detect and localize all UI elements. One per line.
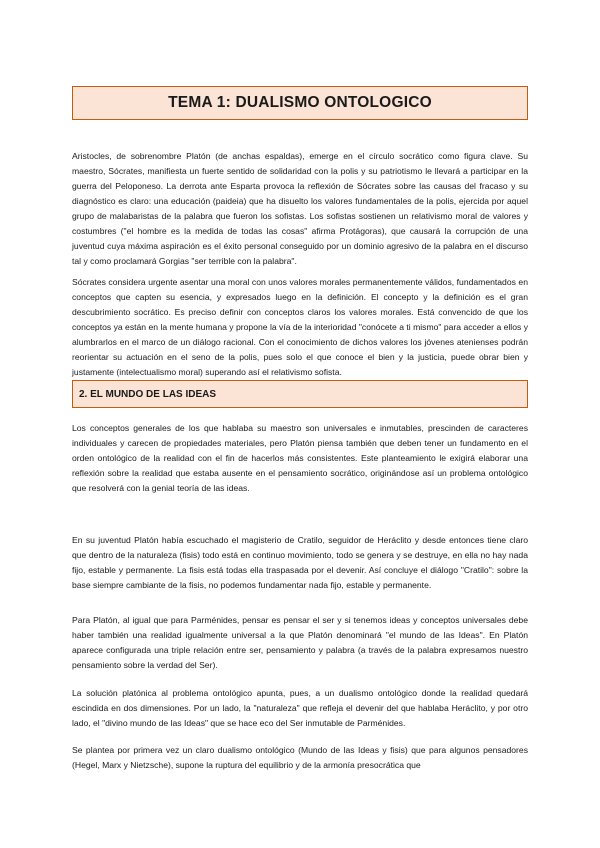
- paragraph-intro: Aristocles, de sobrenombre Platón (de anchas espaldas), emerge en el círculo socrático como figura clave. Su maestro, Sócrates, manifiesta un fuerte sentido de solidaridad con la polis y su patriotismo le llevará a participar en la guerra del Peloponeso. La derrota ante Esparta provoca la reflexión de Sócrates sobre las causas del fracaso y su diagnóstico es claro: una educación (paideia) que ha disuelto los valores fundamentales de la polis, ejercida por aquel grupo de malabaristas de la palabra que fueron los sofistas. Los sofistas sostienen un relativismo moral de valores y costumbres ("el hombre es la medida de todas las cosas" afirma Protágoras), que causará la corrupción de una juventud cuya máxima aspiración es el éxito personal conseguido por un dominio agresivo de la palabra en el discurso tal y como proclamará Gorgias "ser terrible con la palabra".: [72, 151, 528, 266]
- page-title: TEMA 1: DUALISMO ONTOLOGICO: [168, 94, 432, 111]
- paragraph-socrates: Sócrates considera urgente asentar una moral con unos valores morales permanentemente válidos, fundamentados en conceptos que capten su esencia, y expresados luego en la definición. El concepto y la definición es el gran descubrimiento socrático. Es preciso definir con conceptos claros los valores morales. Está convencido de que los conceptos ya están en la mente humana y propone la vía de la interioridad "conócete a ti mismo" para acceder a ellos y alumbrarlos en el marco de un diálogo racional. Con el conocimiento de dichos valores los jóvenes atenienses podrán reorientar su actuación en el seno de la polis, pues solo el que conoce el bien y la justicia, puede obrar bien y justamente (intelectualismo moral) superando así el relativismo sofista.: [72, 277, 528, 377]
- title-banner: [72, 86, 528, 120]
- paragraph-concepts: Los conceptos generales de los que hablaba su maestro son universales e inmutables, prescinden de caracteres individuales y carecen de propiedades materiales, pero Platón piensa también que deben tener un fundamento en el orden ontológico de la realidad con el fin de hacerlos más consistentes. Este planteamiento le exigirá elaborar una reflexión sobre la realidad que estaba ausente en el pensamiento socrático, originándose así un problema ontológico que resolverá con la genial teoría de las ideas.: [72, 423, 528, 493]
- paragraph-solution: La solución platónica al problema ontológico apunta, pues, a un dualismo ontológico donde la realidad quedará escindida en dos dimensiones. Por un lado, la "naturaleza" que refleja el devenir del que hablaba Heráclito, y por otro lado, el "divino mundo de las Ideas" que se hace eco del Ser inmutable de Parménides.: [72, 688, 528, 728]
- paragraph-dualism: Se plantea por primera vez un claro dualismo ontológico (Mundo de las Ideas y fisis) que para algunos pensadores (Hegel, Marx y Nietzsche), supone la ruptura del equilibrio y de la armonía presocrática que: [72, 745, 528, 770]
- paragraph-parmenides: Para Platón, al igual que para Parménides, pensar es pensar el ser y si tenemos ideas y conceptos universales debe haber también una realidad igualmente universal a la que Platón denominará "el mundo de las Ideas". En Platón aparece configurada una triple relación entre ser, pensamiento y palabra (a través de la palabra expresamos nuestro pensamiento sobre la verdad del Ser).: [72, 615, 528, 670]
- section-heading: 2. EL MUNDO DE LAS IDEAS: [79, 388, 217, 400]
- section-heading-banner: [72, 380, 528, 408]
- paragraph-cratilo: En su juventud Platón había escuchado el magisterio de Cratilo, seguidor de Heráclito y desde entonces tiene claro que dentro de la naturaleza (fisis) todo está en continuo movimiento, todo se genera y se destruye, en ella no hay nada fijo, estable y permanente. La fisis está todas ella traspasada por el devenir. Así concluye el diálogo "Cratilo": sobre la base siempre cambiante de la fisis, no podemos fundamentar nada fijo, estable y permanente.: [72, 535, 528, 590]
